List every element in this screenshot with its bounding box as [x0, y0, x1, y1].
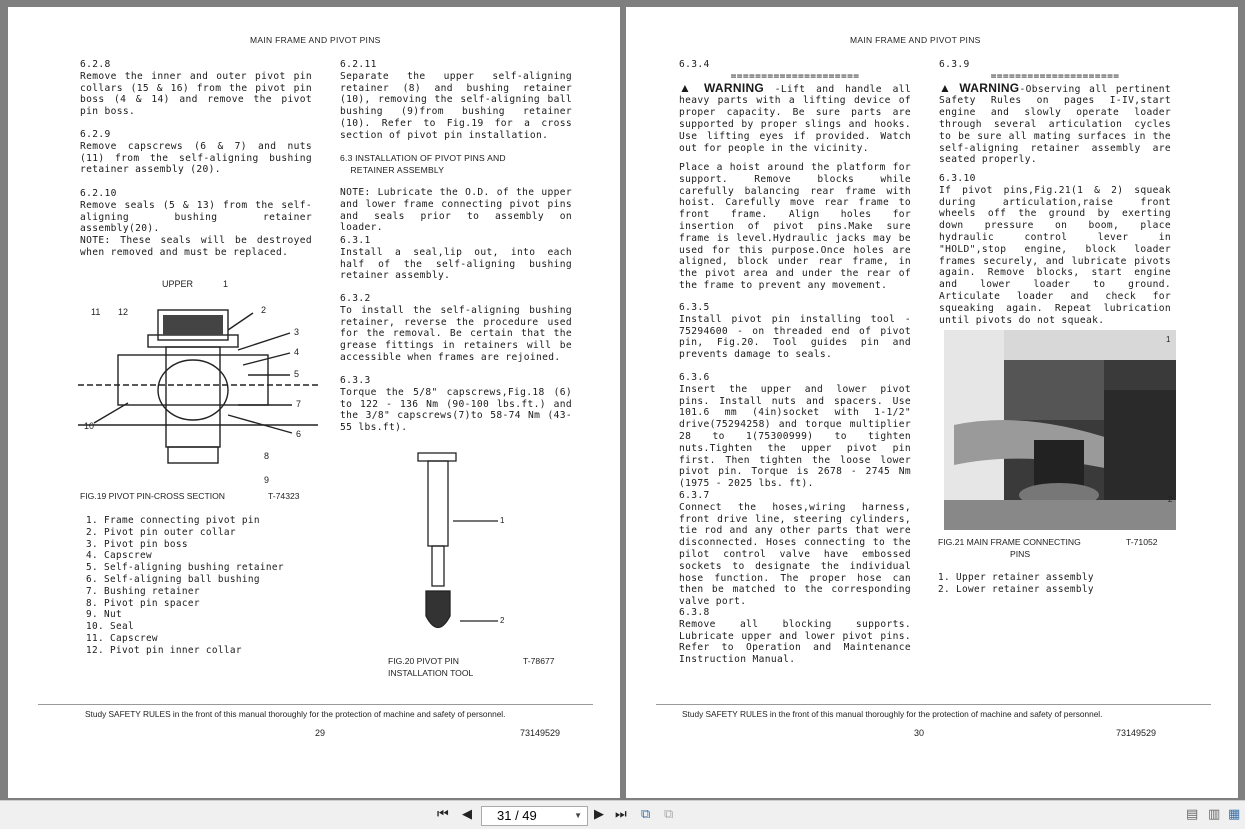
fig20-ref: T-78677 — [523, 656, 555, 666]
fig21-parts-list — [938, 572, 1094, 596]
part-item: 1. Upper retainer assembly — [938, 572, 1094, 583]
section-6-3-title — [340, 152, 572, 176]
callout-7: 7 — [296, 399, 302, 409]
doc-number: 73149529 — [520, 728, 561, 738]
fit-page-icon[interactable]: ⧉ — [641, 807, 651, 822]
section-heading: 6.3 INSTALLATION OF PIVOT PINS AND — [340, 153, 506, 163]
callout-1: 1 — [223, 279, 229, 289]
section-6-2-10 — [80, 188, 319, 235]
section-body: Torque the 5/8" capscrews,Fig.18 (6) to 122 - 136 Nm (90-100 lbs.ft.) and the 3/8" capscrews(7)to 58-74 Nm (43-55 lbs.ft). — [340, 386, 579, 434]
callout-2: 2 — [1168, 495, 1173, 504]
section-body: Insert the upper and lower pivot pins. Install nuts and spacers. Use 101.6 mm (4in)socket with 1-1/2" drive(75294258) and torque multiplier 28 to 1(75300999) to tighten nuts.Tighten the upper pivot pin first. Then tighten the loose lower pivot pin. Torque is 2678 - 2745 Nm (1975 - 2025 lbs. ft). — [679, 383, 918, 490]
warning-label — [679, 81, 764, 95]
note-seals — [80, 235, 319, 259]
part-item: 11. Capscrew — [86, 632, 158, 644]
hoist-paragraph — [679, 162, 918, 292]
section-6-3-2 — [340, 293, 579, 364]
page-selector[interactable] — [481, 806, 588, 826]
section-body: Separate the upper self-aligning retainer (8) and bushing retainer (10), removing the self-aligning ball bushing (9)from bushing retainer (10). Refer to Fig.19 for a cross section of pivot pin installation. — [340, 70, 579, 141]
section-body: Remove the inner and outer pivot pin collars (15 & 16) from the pivot pin boss (4 & 14) and remove the pivot pin boss. — [80, 70, 319, 118]
warning-triangle-icon: ▲ — [679, 80, 704, 95]
section-body: If pivot pins,Fig.21(1 & 2) squeak during articulation,raise front wheels off the ground by exerting down pressure on boom, place hydraulic control lever in "HOLD",stop engine, block loader frames securely, and lubricate pivots again. Remove blocks, start engine and lower loader to ground. Articulate loader and check for squeaking again. Repeat lubrication until pivots do not squeak. — [939, 184, 1178, 326]
callout-1: 1 — [500, 516, 505, 525]
section-6-3-8 — [679, 607, 918, 666]
note-lubricate — [340, 187, 579, 234]
fig21-caption-line2: PINS — [1010, 549, 1031, 559]
upper-label: UPPER — [162, 279, 194, 289]
pdf-viewer-toolbar — [0, 800, 1245, 829]
section-body: Install pivot pin installing tool - 75294600 - on threaded end of pivot pin, Fig.20. Tool guides pin and prevents damage to seals. — [679, 313, 918, 361]
running-header: MAIN FRAME AND PIVOT PINS — [250, 35, 381, 45]
pdf-page-29 — [8, 7, 620, 798]
part-item: 4. Capscrew — [86, 550, 152, 562]
section-heading: 6.3.6 — [679, 372, 710, 383]
section-6-2-11 — [340, 59, 579, 142]
section-heading-cont: RETAINER ASSEMBLY — [340, 165, 445, 175]
callout-1: 1 — [1166, 335, 1171, 344]
callout-9: 9 — [264, 475, 270, 485]
continuous-view-icon[interactable]: ▥ — [1208, 807, 1221, 822]
running-header: MAIN FRAME AND PIVOT PINS — [850, 35, 981, 45]
first-page-icon[interactable]: ⏮ — [437, 807, 449, 822]
part-item: 10. Seal — [86, 621, 134, 633]
section-body: Remove all blocking supports. Lubricate upper and lower pivot pins. Refer to Operation and Maintenance Instruction Manual. — [679, 618, 918, 666]
section-heading: 6.2.10 — [80, 188, 117, 199]
separator-line: ===================== — [730, 70, 860, 82]
fig20-tool-drawing — [408, 451, 518, 641]
section-6-3-5 — [679, 302, 918, 361]
fig19-ref: T-74323 — [268, 491, 300, 501]
chevron-down-icon: ▼ — [574, 811, 582, 820]
warning-text: WARNING — [959, 80, 1020, 95]
page-number: 29 — [315, 728, 326, 738]
callout-10: 10 — [84, 421, 95, 431]
doc-number: 73149529 — [1116, 728, 1157, 738]
section-heading: 6.3.4 — [679, 59, 710, 70]
section-heading: 6.3.1 — [340, 235, 371, 246]
callout-8: 8 — [264, 451, 270, 461]
section-heading: 6.2.11 — [340, 59, 377, 70]
part-item: 9. Nut — [86, 609, 122, 621]
section-body: Remove capscrews (6 & 7) and nuts (11) from the self-aligning bushing retainer assembly (20). — [80, 140, 319, 176]
part-item: 2. Lower retainer assembly — [938, 583, 1094, 595]
page-indicator: 31 / 49 — [497, 808, 537, 823]
footer-safety-note: Study SAFETY RULES in the front of this manual thoroughly for the protection of machine and safety of personnel. — [682, 709, 1103, 719]
fig21-photo — [944, 330, 1176, 530]
section-body: Connect the hoses,wiring harness, front drive line, steering cylinders, tie rod and any other parts that were disconnected. Hoses connecting to the pilot control valve have embossed sockets to designate the individual hose function. The proper hose can then be matched to the corresponding valve port. — [679, 501, 918, 608]
part-item: 3. Pivot pin boss — [86, 538, 188, 550]
section-6-3-1 — [340, 235, 579, 282]
fig21-caption-line1: FIG.21 MAIN FRAME CONNECTING — [938, 537, 1081, 547]
warning-triangle-icon: ▲ — [939, 80, 960, 95]
two-page-view-icon[interactable]: ▦ — [1228, 807, 1241, 822]
note-text: NOTE: These seals will be destroyed when removed and must be replaced. — [80, 235, 319, 258]
section-heading: 6.3.9 — [939, 59, 970, 70]
fig21-ref: T-71052 — [1126, 537, 1158, 547]
section-heading: 6.3.10 — [939, 173, 976, 184]
warning-text: WARNING — [703, 80, 765, 95]
section-body: Remove seals (5 & 13) from the self-aligning bushing retainer assembly(20). — [80, 199, 319, 235]
section-6-3-3 — [340, 375, 579, 434]
part-item: 12. Pivot pin inner collar — [86, 644, 242, 656]
callout-6: 6 — [296, 429, 302, 439]
section-heading: 6.3.7 — [679, 490, 710, 501]
next-page-icon[interactable]: ▶ — [594, 807, 604, 822]
pdf-page-30 — [626, 7, 1238, 798]
last-page-icon[interactable]: ⏭ — [615, 807, 627, 822]
part-item: 2. Pivot pin outer collar — [86, 526, 236, 538]
fit-width-icon[interactable]: ⧉ — [664, 807, 674, 822]
section-body: To install the self-aligning bushing retainer, reverse the procedure used for the removal. Be certain that the grease fittings in retainers will be accessible when frames are rejoined. — [340, 304, 579, 363]
part-item: 5. Self-aligning bushing retainer — [86, 562, 284, 574]
fig19-caption: FIG.19 PIVOT PIN-CROSS SECTION — [80, 491, 226, 501]
section-heading: 6.3.8 — [679, 607, 710, 618]
note-text: NOTE: Lubricate the O.D. of the upper and lower frame connecting pivot pins and seals prior to assembly on loader. — [340, 187, 579, 234]
part-item: 7. Bushing retainer — [86, 585, 200, 597]
fig20-caption-line1: FIG.20 PIVOT PIN — [388, 656, 459, 666]
warning-label — [939, 81, 1019, 95]
callout-12: 12 — [118, 307, 129, 317]
fig19-parts-list — [86, 515, 284, 657]
section-6-3-10 — [939, 173, 1178, 326]
section-6-3-9 — [939, 59, 1178, 166]
previous-page-icon[interactable]: ◀ — [462, 807, 472, 822]
footer-divider — [656, 704, 1211, 705]
section-body: Install a seal,lip out, into each half of the self-aligning bushing retainer assembly. — [340, 246, 579, 282]
single-page-view-icon[interactable]: ▤ — [1186, 807, 1199, 822]
fig20-caption-line2: INSTALLATION TOOL — [388, 668, 474, 678]
section-body: Place a hoist around the platform for support. Remove blocks while carefully balancing rear frame with hoist. Carefully move rear frame to front frame. Align holes for insertion of pivot pins.Make sure frame is level.Hydraulic jacks may be used for this purpose.Once holes are aligned, block under rear frame, in the pivot area and under the rear of the frame to prevent any movement. — [679, 162, 918, 291]
separator-line: ===================== — [990, 70, 1120, 82]
callout-2: 2 — [261, 305, 267, 315]
callout-2: 2 — [500, 616, 505, 625]
page-number: 30 — [914, 728, 925, 738]
section-6-3-7 — [679, 490, 918, 608]
section-heading: 6.3.5 — [679, 302, 710, 313]
section-heading: 6.2.9 — [80, 129, 111, 140]
section-6-3-6 — [679, 372, 918, 490]
callout-3: 3 — [294, 327, 300, 337]
section-heading: 6.3.3 — [340, 375, 371, 386]
part-item: 8. Pivot pin spacer — [86, 597, 200, 609]
fig19-cross-section-drawing — [78, 275, 328, 485]
section-6-2-9 — [80, 129, 319, 176]
section-heading: 6.3.2 — [340, 293, 371, 304]
section-body: -Lift and handle all heavy parts with a lifting device of proper capacity. Be sure parts are supported by proper slings and hooks. Use lifting eyes if provided. Watch out for people in the vicinity. — [679, 83, 918, 154]
footer-divider — [38, 704, 593, 705]
part-item: 1. Frame connecting pivot pin — [86, 515, 260, 526]
section-6-2-8 — [80, 59, 319, 118]
callout-4: 4 — [294, 347, 300, 357]
section-body: -Observing all pertinent Safety Rules on pages I-IV,start engine and slowly operate loader through several articulation cycles to be sure all mating surfaces in the self-aligning retainer assembly are seated properly. — [939, 83, 1178, 166]
section-heading: 6.2.8 — [80, 59, 111, 70]
callout-5: 5 — [294, 369, 300, 379]
part-item: 6. Self-aligning ball bushing — [86, 573, 260, 585]
footer-safety-note: Study SAFETY RULES in the front of this manual thoroughly for the protection of machine and safety of personnel. — [85, 709, 506, 719]
callout-11: 11 — [91, 307, 101, 317]
section-6-3-4 — [679, 59, 918, 154]
